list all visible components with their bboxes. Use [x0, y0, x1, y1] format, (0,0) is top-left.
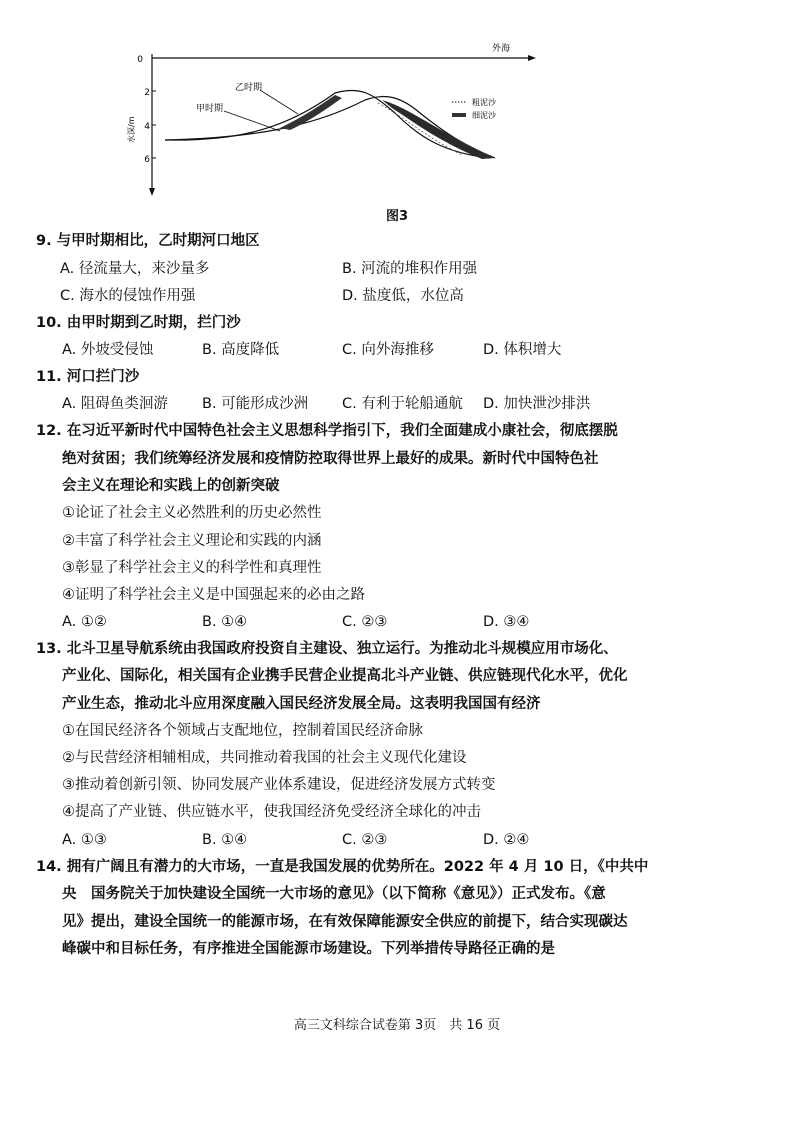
q14-stem-line1: 14. 拥有广阔且有潜力的大市场，一直是我国发展的优势所在。2022 年 4 月 10 日，《中共中: [36, 859, 649, 875]
leader-line: [260, 90, 298, 114]
q12-option-c: C. ②③: [342, 614, 388, 630]
q10-stem: 10. 由甲时期到乙时期，拦门沙: [36, 315, 241, 331]
q11-option-b: B. 可能形成沙洲: [202, 396, 309, 412]
q9-option-d: D. 盐度低，水位高: [342, 288, 464, 304]
q9-stem: 9. 与甲时期相比，乙时期河口地区: [36, 233, 260, 249]
q11-option-c: C. 有利于轮船通航: [342, 396, 463, 412]
fine-sediment-band-yi: [382, 100, 495, 159]
q10-option-d: D. 体积增大: [483, 342, 562, 358]
y-axis-label: 水深/m: [127, 116, 136, 143]
q12-statement-3: ③彰显了科学社会主义的科学性和真理性: [62, 560, 322, 576]
tick-label: 0: [137, 55, 143, 65]
tick-label: 4: [144, 122, 150, 132]
q12-stem-line2: 绝对贫困；我们统筹经济发展和疫情防控取得世界上最好的成果。新时代中国特色社: [62, 451, 599, 467]
q12-statement-1: ①论证了社会主义必然胜利的历史必然性: [62, 505, 322, 521]
q13-statement-4: ④提高了产业链、供应链水平，使我国经济免受经济全球化的冲击: [62, 804, 481, 820]
q14-stem-line2: 央 国务院关于加快建设全国统一大市场的意见》（以下简称《意见》）正式发布。《意: [62, 886, 606, 902]
page-footer: 高三文科综合试卷第 3页 共 16 页: [293, 1018, 501, 1033]
q12-statement-4: ④证明了科学社会主义是中国强起来的必由之路: [62, 587, 365, 603]
river-mouth-bar-diagram: [110, 38, 540, 208]
tick-label: 2: [144, 88, 150, 98]
q11-option-a: A. 阻碍鱼类洄游: [62, 396, 168, 412]
q13-option-d: D. ②④: [483, 832, 530, 848]
q11-option-d: D. 加快泄沙排洪: [483, 396, 591, 412]
q13-option-a: A. ①③: [62, 832, 107, 848]
x-axis-arrow-icon: [528, 55, 536, 61]
q12-option-b: B. ①④: [202, 614, 248, 630]
fine-sediment-band-jia: [280, 95, 342, 130]
q9-option-b: B. 河流的堆积作用强: [342, 261, 478, 277]
q12-stem-line1: 12. 在习近平新时代中国特色社会主义思想科学指引下，我们全面建成小康社会，彻底摆脱: [36, 423, 618, 439]
q12-stem-line3: 会主义在理论和实践上的创新突破: [62, 478, 280, 494]
q13-statement-2: ②与民营经济相辅相成，共同推动着我国的社会主义现代化建设: [62, 750, 467, 766]
q14-stem-line4: 峰碳中和目标任务，有序推进全国能源市场建设。下列举措传导路径正确的是: [62, 941, 555, 957]
coarse-sediment-line: [378, 103, 462, 155]
legend-fine-swatch: [452, 113, 466, 117]
q10-option-a: A. 外坡受侵蚀: [62, 342, 154, 358]
leader-line: [224, 111, 280, 131]
tick-label: 6: [144, 155, 150, 165]
q13-stem-line2: 产业化、国际化，相关国有企业携手民营企业提高北斗产业链、供应链现代化水平，优化: [62, 668, 628, 684]
figure-caption: 图3: [385, 209, 409, 224]
q12-option-d: D. ③④: [483, 614, 530, 630]
q13-option-c: C. ②③: [342, 832, 388, 848]
figure-3: [110, 38, 540, 208]
q13-statement-3: ③推动着创新引领、协同发展产业体系建设，促进经济发展方式转变: [62, 777, 496, 793]
q10-option-b: B. 高度降低: [202, 342, 280, 358]
q9-option-c: C. 海水的侵蚀作用强: [60, 288, 196, 304]
q13-option-b: B. ①④: [202, 832, 248, 848]
sea-label: 外海: [492, 44, 511, 54]
label-jia-period: 甲时期: [196, 104, 224, 114]
q10-option-c: C. 向外海推移: [342, 342, 434, 358]
q13-statement-1: ①在国民经济各个领域占支配地位，控制着国民经济命脉: [62, 723, 423, 739]
q13-stem-line1: 13. 北斗卫星导航系统由我国政府投资自主建设、独立运行。为推动北斗规模应用市场化、: [36, 641, 618, 657]
q12-option-a: A. ①②: [62, 614, 107, 630]
q12-statement-2: ②丰富了科学社会主义理论和实践的内涵: [62, 533, 322, 549]
q11-stem: 11. 河口拦门沙: [36, 369, 140, 385]
q14-stem-line3: 见》提出，建设全国统一的能源市场，在有效保障能源安全供应的前提下，结合实现碳达: [62, 914, 628, 930]
q13-stem-line3: 产业生态，推动北斗应用深度融入国民经济发展全局。这表明我国国有经济: [62, 696, 541, 712]
legend-coarse-label: 粗泥沙: [472, 98, 496, 107]
label-yi-period: 乙时期: [235, 83, 263, 93]
y-axis-arrow-icon: [149, 188, 155, 196]
legend-fine-label: 细泥沙: [472, 111, 496, 120]
q9-option-a: A. 径流量大，来沙量多: [60, 261, 210, 277]
